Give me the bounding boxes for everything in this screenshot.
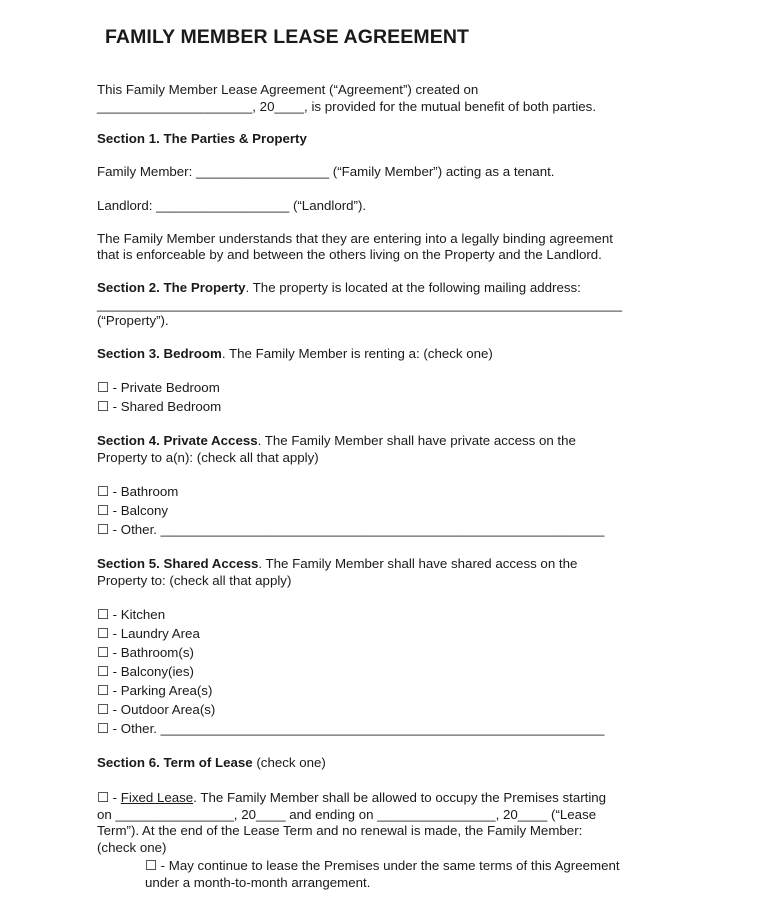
section-1-heading: Section 1. The Parties & Property <box>97 131 307 146</box>
section-6-heading: Section 6. Term of Lease <box>97 755 253 770</box>
section-3-line <box>97 345 667 362</box>
option-outdoor-areas: ☐ - Outdoor Area(s) <box>97 702 216 717</box>
section-4-line <box>97 432 667 449</box>
option-other-private: ☐ - Other. ____________________________________________________________ <box>97 522 605 537</box>
understanding-line-2: that is enforceable by and between the others living on the Property and the Landlord. <box>97 247 602 262</box>
section-2-line <box>97 279 667 296</box>
option-balcony: ☐ - Balcony <box>97 503 169 518</box>
option-bathrooms: ☐ - Bathroom(s) <box>97 645 194 660</box>
option-shared-bedroom: ☐ - Shared Bedroom <box>97 399 222 414</box>
option-private-bedroom: ☐ - Private Bedroom <box>97 380 220 395</box>
fixed-lease-line-4: (check one) <box>97 840 167 855</box>
option-parking-areas: ☐ - Parking Area(s) <box>97 683 213 698</box>
understanding-line-1: The Family Member understands that they are entering into a legally binding agreement <box>97 231 613 246</box>
option-other-shared: ☐ - Other. ____________________________________________________________ <box>97 721 605 736</box>
section-2-heading: Section 2. The Property <box>97 280 246 295</box>
fixed-lease-checkbox: ☐ - <box>97 790 121 805</box>
option-balconies: ☐ - Balcony(ies) <box>97 664 194 679</box>
option-kitchen: ☐ - Kitchen <box>97 607 166 622</box>
fixed-lease-label: Fixed Lease <box>120 790 194 805</box>
intro-line-2: _____________________, 20____, is provided for the mutual benefit of both parties. <box>97 99 597 114</box>
section-4-line-2: Property to a(n): (check all that apply) <box>97 450 319 465</box>
family-member-line: Family Member: __________________ (“Family Member”) acting as a tenant. <box>97 164 555 179</box>
fixed-lease-line <box>97 789 667 806</box>
landlord-line: Landlord: __________________ (“Landlord”). <box>97 198 367 213</box>
fixed-lease-line-3: Term”). At the end of the Lease Term and no renewal is made, the Family Member: <box>97 823 583 838</box>
section-3-text: . The Family Member is renting a: (check one) <box>221 346 493 361</box>
section-6-line <box>97 754 667 771</box>
section-2-text: . The property is located at the following mailing address: <box>245 280 581 295</box>
section-5-line-2: Property to: (check all that apply) <box>97 573 292 588</box>
fixed-lease-line-2: on ________________, 20____ and ending on ________________, 20____ (“Lease <box>97 807 597 822</box>
month-to-month-option-line-1: ☐ - May continue to lease the Premises under the same terms of this Agreement <box>145 858 620 873</box>
fixed-lease-text: . The Family Member shall be allowed to occupy the Premises starting <box>193 790 607 805</box>
intro-line-1: This Family Member Lease Agreement (“Agreement”) created on <box>97 82 479 97</box>
section-3-heading: Section 3. Bedroom <box>97 346 222 361</box>
section-5-text: . The Family Member shall have shared access on the <box>258 556 578 571</box>
section-6-text: (check one) <box>252 755 326 770</box>
section-4-heading: Section 4. Private Access <box>97 433 258 448</box>
document-title: FAMILY MEMBER LEASE AGREEMENT <box>104 26 470 48</box>
address-blank-line: _______________________________________________________________________ <box>97 297 623 312</box>
option-bathroom: ☐ - Bathroom <box>97 484 179 499</box>
option-laundry-area: ☐ - Laundry Area <box>97 626 200 641</box>
property-label: (“Property”). <box>97 313 169 328</box>
section-5-heading: Section 5. Shared Access <box>97 556 259 571</box>
month-to-month-option-line-2: under a month-to-month arrangement. <box>145 875 371 890</box>
section-5-line <box>97 555 667 572</box>
section-4-text: . The Family Member shall have private access on the <box>257 433 576 448</box>
